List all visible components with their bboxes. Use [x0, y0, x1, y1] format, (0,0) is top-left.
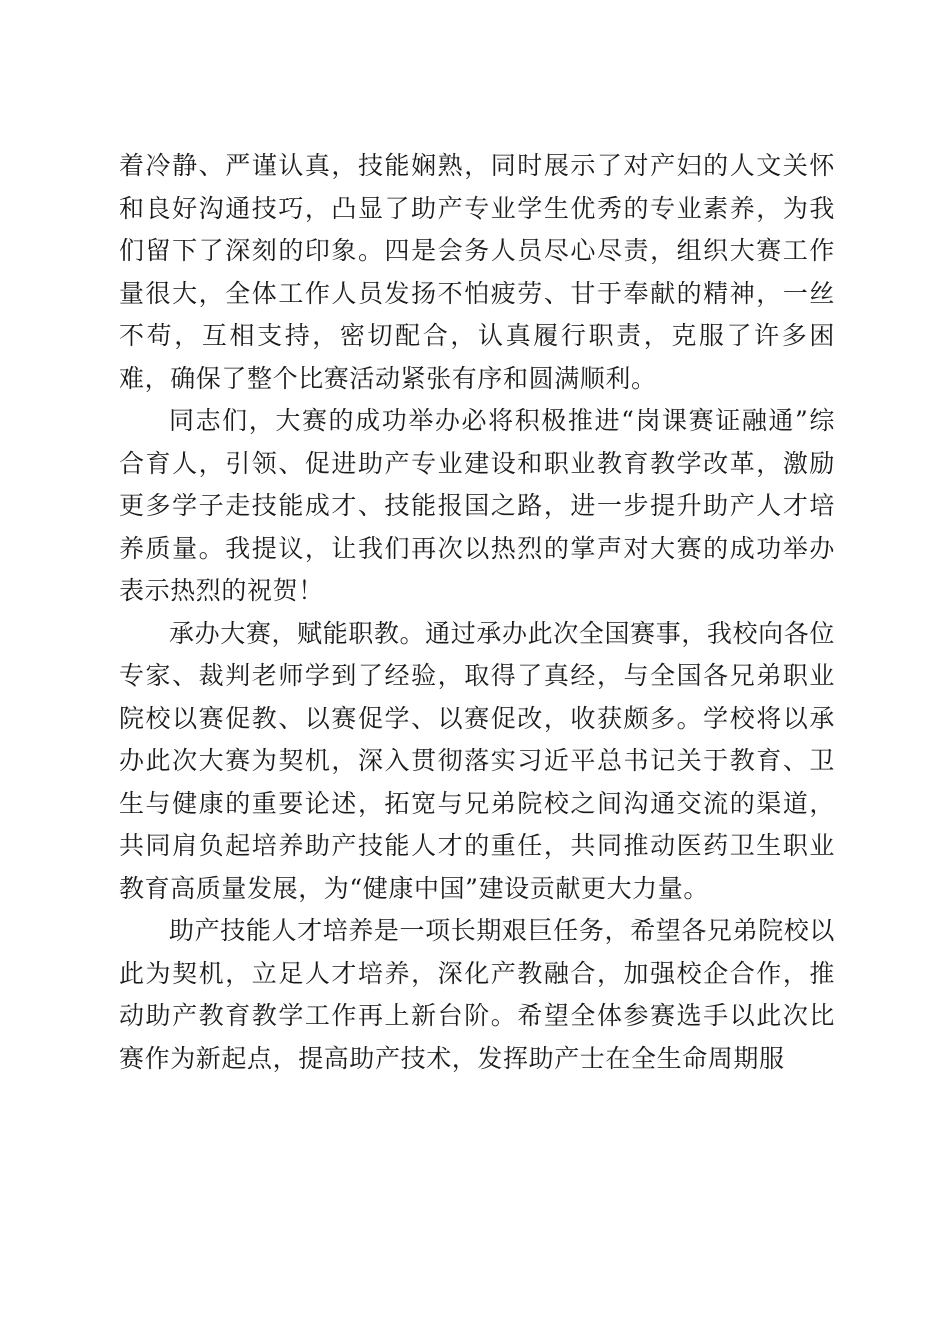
paragraph-continuation: 着冷静、严谨认真，技能娴熟，同时展示了对产妇的人文关怀和良好沟通技巧，凸显了助产专业学生优秀的专业素养，为我们留下了深刻的印象。四是会务人员尽心尽责，组织大赛工作量很大，全体工作人员发扬不怕疲劳、甘于奉献的精神，一丝不苟，互相支持，密切配合，认真履行职责，克服了许多困难，确保了整个比赛活动紧张有序和圆满顺利。: [119, 151, 835, 393]
paragraph-expectations: 助产技能人才培养是一项长期艰巨任务，希望各兄弟院校以此为契机，立足人才培养，深化产教融合，加强校企合作，推动助产教育教学工作再上新台阶。希望全体参赛选手以此次比赛作为新起点，提高助产技术，发挥助产士在全生命周期服: [119, 916, 835, 1073]
document-body: [119, 145, 835, 1080]
paragraph-hosting-benefits: 承办大赛，赋能职教。通过承办此次全国赛事，我校向各位专家、裁判老师学到了经验，取得了真经，与全国各兄弟职业院校以赛促教、以赛促学、以赛促改，收获颇多。学校将以承办此次大赛为契机，深入贯彻落实习近平总书记关于教育、卫生与健康的重要论述，拓宽与兄弟院校之间沟通交流的渠道，共同肩负起培养助产技能人才的重任，共同推动医药卫生职业教育高质量发展，为“健康中国”建设贡献更大力量。: [119, 618, 835, 903]
paragraph-congratulation: 同志们，大赛的成功举办必将积极推进“岗课赛证融通”综合育人，引领、促进助产专业建设和职业教育教学改革，激励更多学子走技能成才、技能报国之路，进一步提升助产人才培养质量。我提议，让我们再次以热烈的掌声对大赛的成功举办表示热烈的祝贺！: [119, 406, 835, 605]
